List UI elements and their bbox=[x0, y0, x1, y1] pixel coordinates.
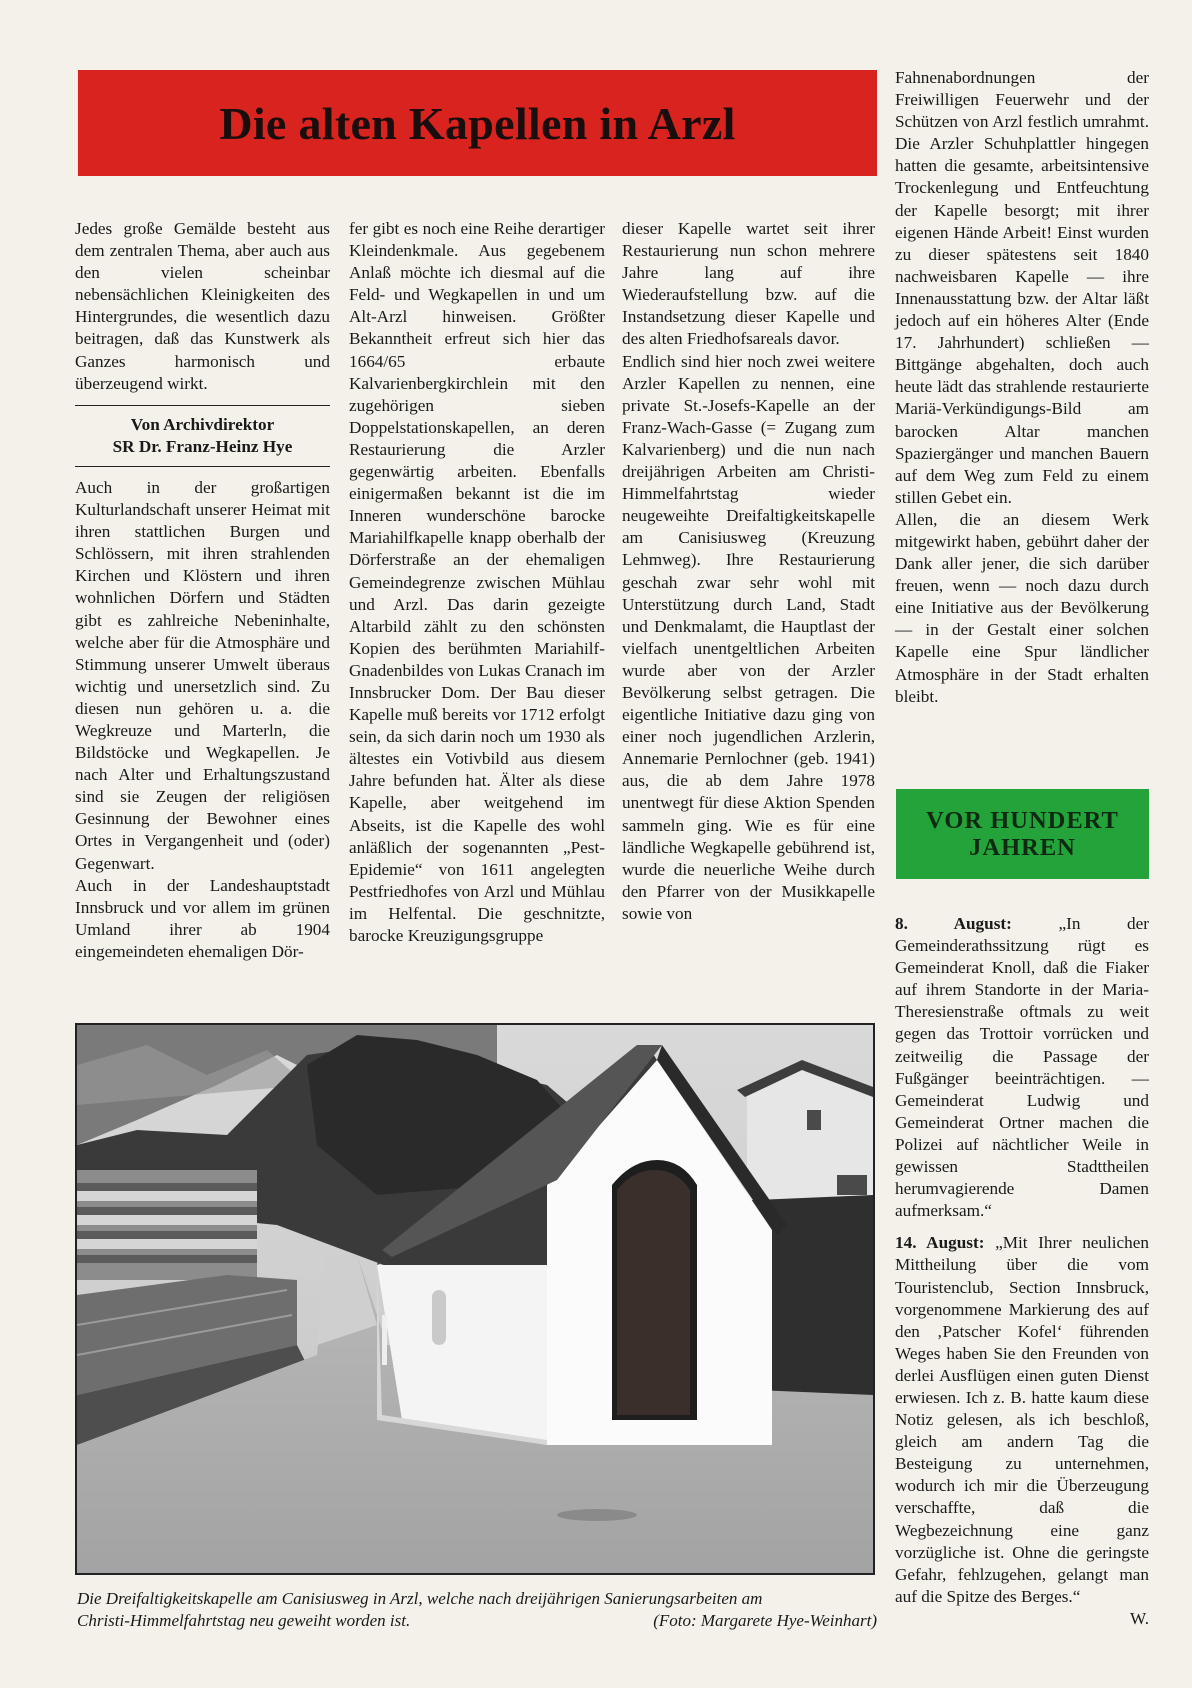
signature: W. bbox=[1130, 1608, 1149, 1628]
photo-caption bbox=[77, 1588, 877, 1632]
banner-line-1: VOR HUNDERT bbox=[926, 807, 1119, 834]
body-paragraph: fer gibt es noch eine Reihe derartiger Kleindenkmale. Aus gegebenem Anlaß möchte ich diesmal auf die Feld- und Wegkapellen in und um Alt-Arzl hinweisen. Größter Bekanntheit erfreut sich hier das 1664/65 erbaute Kalvarienbergkirchlein mit den zugehörigen sieben Doppelstationskapellen, an deren Restaurierung die Arzler gegenwärtig arbeiten. Ebenfalls einigermaßen bekannt ist die im Inneren wunderschöne barocke Mariahilfkapelle knapp oberhalb der Dörferstraße an der ehemaligen Gemeindegrenze zwischen Mühlau und Arzl. Das darin gezeigte Altarbild zählt zu den schönsten Kopien des berühmten Mariahilf-Gnadenbildes von Lukas Cranach im Innsbrucker Dom. Der Bau dieser Kapelle muß bereits vor 1712 erfolgt sein, da sich darin noch um 1930 als ältestes ein Votivbild aus diesem Jahre befunden hat. Älter als diese Kapelle, aber weitgehend im Abseits, ist die Kapelle des wohl anläßlich der sogenannten „Pest-Epidemie“ von 1611 angelegten Pestfriedhofes von Arzl und Mühlau im Helfental. Die geschnitzte, barocke Kreuzigungsgruppe bbox=[349, 219, 605, 945]
chapel-photo-drawing bbox=[77, 1025, 873, 1573]
caption-line-1: Die Dreifaltigkeitskapelle am Canisiusweg in Arzl, welche nach dreijährigen Sanierungsarbeiten am bbox=[77, 1589, 763, 1608]
column-4 bbox=[895, 67, 1149, 708]
history-entry bbox=[895, 1232, 1149, 1608]
history-entry bbox=[895, 913, 1149, 1222]
entry-date: 8. August: bbox=[895, 914, 1012, 933]
column-3 bbox=[622, 218, 875, 925]
byline-author: SR Dr. Franz-Heinz Hye bbox=[112, 436, 293, 456]
body-paragraph: dieser Kapelle wartet seit ihrer Restaurierung nun schon mehrere Jahre lang auf ihre Wiederaufstellung bzw. auf die Instandsetzung dieser Kapelle und des alten Friedhofsareals davor. bbox=[622, 219, 875, 349]
vor-hundert-jahren-banner bbox=[896, 789, 1149, 879]
entry-text: „In der Gemeinderathssitzung rügt es Gemeinderat Knoll, daß die Fiaker auf ihrem Standorte in der Maria-Theresienstraße oftmals zu weit gegen das Trottoir vorrücken und zeitweilig die Passage der Fußgänger beeinträchtigen. — Gemeinderat Ludwig und Gemeinderat Ortner machen die Polizei auf nächtlicher Weile in gewissen Stadttheilen herumvagierende Damen aufmerksam.“ bbox=[895, 914, 1149, 1221]
photo-credit: (Foto: Margarete Hye-Weinhart) bbox=[653, 1611, 877, 1630]
column-5 bbox=[895, 913, 1149, 1630]
column-2 bbox=[349, 218, 605, 947]
byline-title: Von Archivdirektor bbox=[130, 414, 275, 434]
byline-rule-bottom bbox=[75, 466, 330, 467]
body-paragraph: Allen, die an diesem Werk mitgewirkt haben, gebührt daher der Dank aller jener, die sich darüber freuen, wenn — noch dazu durch eine Initiative aus der Bevölkerung — in der Gestalt einer solchen Kapelle eine Spur ländlicher Atmosphäre in der Stadt erhalten bleibt. bbox=[895, 509, 1149, 706]
column-1 bbox=[75, 218, 330, 963]
entry-date: 14. August: bbox=[895, 1233, 985, 1253]
entry-text: „Mit Ihrer neulichen Mittheilung über die vom Touristenclub, Section Innsbruck, vorgenommene Markierung des auf den ‚Patscher Kofel‘ führenden Weges haben Sie den Freunden von derlei Ausflügen einen guten Dienst erwiesen. Ich z. B. hatte kaum diese Notiz gelesen, als ich beschloß, gleich am andern Tag die Besteigung zu unternehmen, wodurch ich mir die Überzeugung verschaffte, daß die Wegbezeichnung eine ganz vorzügliche ist. Ohne die geringste Gefahr, fehlzugehen, gelangt man auf die Spitze des Berges.“ bbox=[895, 1233, 1150, 1606]
byline-rule-top bbox=[75, 405, 330, 406]
intro-paragraph: Jedes große Gemälde besteht aus dem zentralen Thema, aber auch aus den vielen scheinbar nebensächlichen Kleinigkeiten des Hintergrundes, die wesentlich dazu beitragen, daß das Kunstwerk als Ganzes harmonisch und überzeugend wirkt. bbox=[75, 219, 330, 393]
body-paragraph: Fahnenabordnungen der Freiwilligen Feuerwehr und der Schützen von Arzl festlich umrahmt. Die Arzler Schuhplattler hingegen hatten die gesamte, arbeitsintensive Trockenlegung und Entfeuchtung der Kapelle besorgt; mit ihrer eigenen Hände Arbeit! Einst wurden zu dieser spätestens seit 1840 nachweisbaren Kapelle — ihre Innenausstattung bzw. der Altar läßt jedoch auf ein höheres Alter (Ende 17. Jahrhundert) schließen — Bittgänge abgehalten, doch auch heute lädt das strahlende restaurierte Mariä-Verkündigungs-Bild am barocken Altar manchen Spaziergänger und manchen Bauern auf dem Weg zum Feld zu einem stillen Gebet ein. bbox=[895, 68, 1149, 507]
chapel-photo bbox=[75, 1023, 875, 1575]
byline bbox=[75, 414, 330, 458]
body-paragraph: Auch in der Landeshauptstadt Innsbruck und vor allem im grünen Umland ihrer ab 1904 eingemeindeten ehemaligen Dör- bbox=[75, 875, 330, 961]
title-banner bbox=[78, 70, 877, 176]
caption-line-2: Christi-Himmelfahrtstag neu geweiht worden ist. bbox=[77, 1611, 411, 1630]
body-paragraph: Auch in der großartigen Kulturlandschaft unserer Heimat mit ihren stattlichen Burgen und Schlössern, mit ihren strahlenden Kirchen und Klöstern und ihren wohnlichen Dörfern und Städten gibt es zahlreiche Nebeninhalte, welche aber für die Atmosphäre und Stimmung unserer Umwelt überaus wichtig und unersetzlich sind. Zu diesen nun gehören u. a. die Wegkreuze und Marterln, die Bildstöcke und Wegkapellen. Je nach Alter und Erhaltungszustand sind sie Zeugen der religiösen Gesinnung der Bewohner eines Ortes in Vergangenheit und (oder) Gegenwart. bbox=[75, 477, 330, 873]
body-paragraph: Endlich sind hier noch zwei weitere Arzler Kapellen zu nennen, eine private St.-Josefs-Kapelle an der Franz-Wach-Gasse (= Zugang zum Kalvarienberg) und die nun nach dreijährigen Arbeiten am Christi-Himmelfahrtstag wieder neugeweihte Dreifaltigkeitskapelle am Canisiusweg (Kreuzung Lehmweg). Ihre Restaurierung geschah zwar sehr wohl mit Unterstützung durch Land, Stadt und Denkmalamt, die Hauptlast der vielfach unentgeltlichen Arbeiten wurde aber von der Arzler Bevölkerung selbst getragen. Die eigentliche Initiative dazu ging von einer noch jugendlichen Arzlerin, Annemarie Pernlochner (geb. 1941) aus, die ab dem Jahre 1978 unentwegt für diese Aktion Spenden sammeln ging. Wie es für eine ländliche Wegkapelle gebührend ist, wurde die neuerliche Weihe durch den Pfarrer von der Musikkapelle sowie von bbox=[622, 351, 875, 923]
article-title: Die alten Kapellen in Arzl bbox=[219, 97, 736, 149]
banner-line-2: JAHREN bbox=[969, 834, 1076, 861]
